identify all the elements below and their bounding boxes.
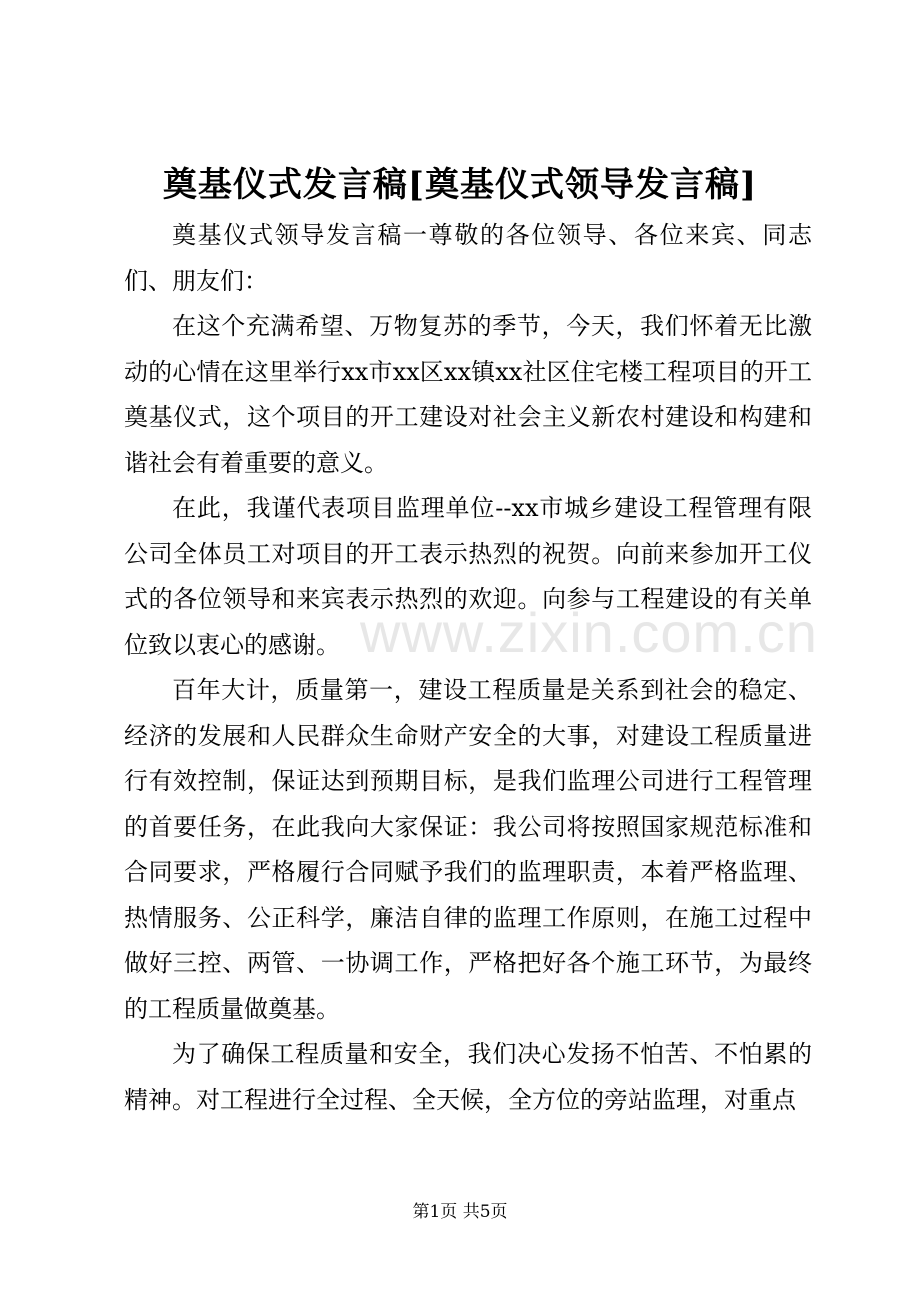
paragraph-2: 在这个充满希望、万物复苏的季节，今天，我们怀着无比激动的心情在这里举行xx市xx区xx镇xx社区住宅楼工程项目的开工奠基仪式，这个项目的开工建设对社会主义新农村建设和构建和谐社会有着重要的意义。	[124, 312, 812, 477]
page-footer: 第1页 共5页	[412, 1202, 508, 1222]
document-body	[124, 213, 812, 1123]
watermark: www.zixin.com.cn	[360, 601, 818, 664]
paragraph-3: 在此，我谨代表项目监理单位--xx市城乡建设工程管理有限公司全体员工对项目的开工表示热烈的祝贺。向前来参加开工仪式的各位领导和来宾表示热烈的欢迎。向参与工程建设的有关单位致以衷心的感谢。	[124, 494, 812, 659]
document-title: 奠基仪式发言稿[奠基仪式领导发言稿]	[162, 165, 758, 205]
paragraph-4: 百年大计，质量第一，建设工程质量是关系到社会的稳定、经济的发展和人民群众生命财产安全的大事，对建设工程质量进行有效控制，保证达到预期目标，是我们监理公司进行工程管理的首要任务，在此我向大家保证：我公司将按照国家规范标准和合同要求，严格履行合同赋予我们的监理职责，本着严格监理、热情服务、公正科学，廉洁自律的监理工作原则，在施工过程中做好三控、两管、一协调工作，严格把好各个施工环节，为最终的工程质量做奠基。	[124, 676, 812, 1023]
paragraph-5: 为了确保工程质量和安全，我们决心发扬不怕苦、不怕累的精神。对工程进行全过程、全天候，全方位的旁站监理，对重点	[124, 1040, 812, 1114]
paragraph-1: 奠基仪式领导发言稿一尊敬的各位领导、各位来宾、同志们、朋友们：	[124, 221, 812, 295]
